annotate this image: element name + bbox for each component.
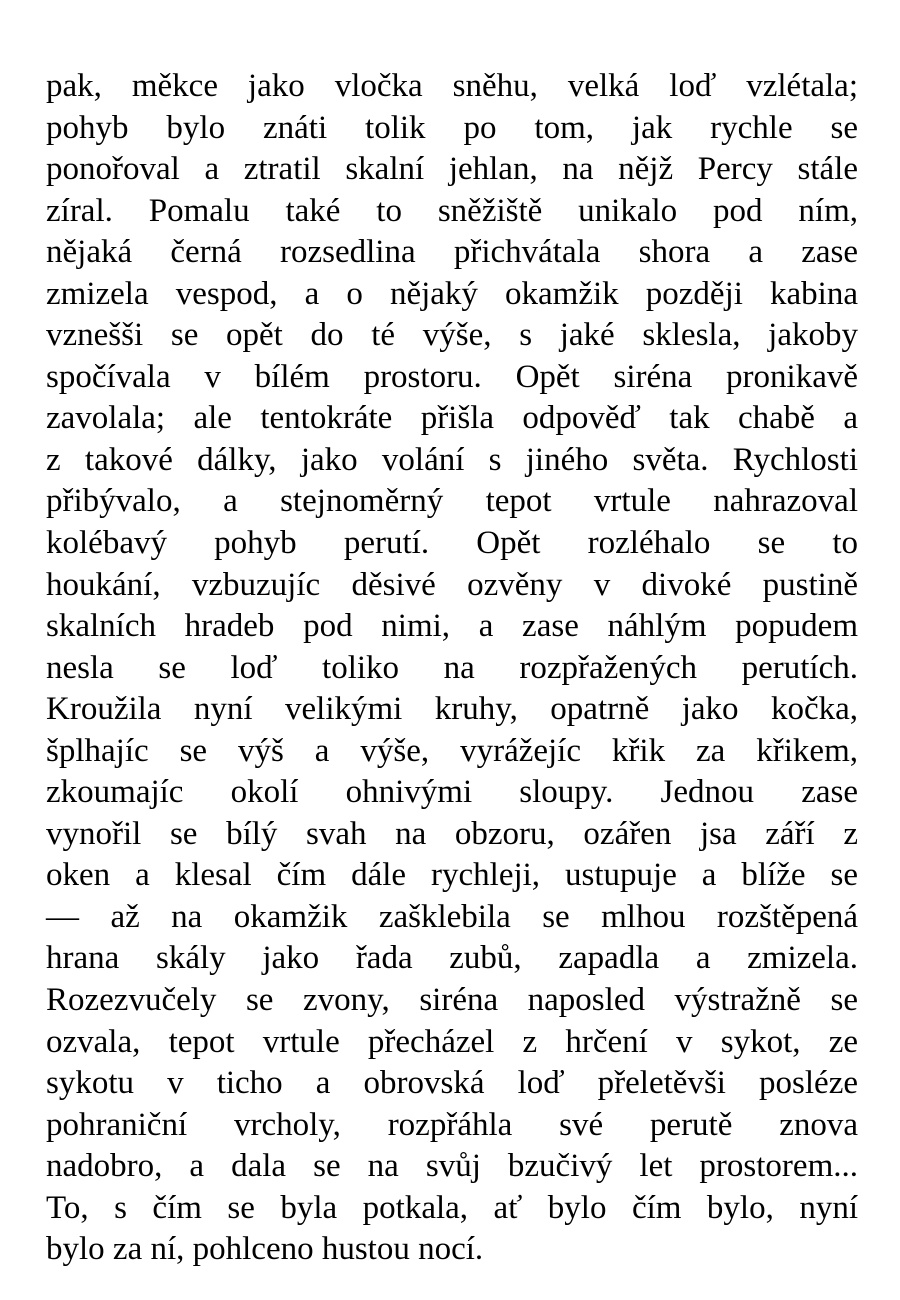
text-line: šplhajíc se výš a výše, vyrážejíc křik za křikem, — [46, 732, 858, 769]
text-line: houkání, vzbuzujíc děsivé ozvěny v divoké pustině — [46, 566, 858, 603]
text-line: ponořoval a ztratil skalní jehlan, na nějž Percy stále — [46, 151, 858, 188]
text-line: nějaká černá rozsedlina přichvátala shora a zase — [46, 234, 858, 271]
text-line: z takové dálky, jako volání s jiného světa. Rychlosti — [46, 441, 858, 478]
text-line: zíral. Pomalu také to sněžiště unikalo pod ním, — [46, 192, 858, 229]
text-line: přibývalo, a stejnoměrný tepot vrtule nahrazoval — [46, 483, 858, 520]
text-line: vznešši se opět do té výše, s jaké sklesla, jakoby — [46, 317, 858, 354]
text-line: Rozezvučely se zvony, siréna naposled výstražně se — [46, 982, 858, 1019]
text-line: skalních hradeb pod nimi, a zase náhlým popudem — [46, 608, 858, 645]
text-line: zkoumajíc okolí ohnivými sloupy. Jednou zase — [46, 774, 858, 811]
text-line: zavolala; ale tentokráte přišla odpověď tak chabě a — [46, 400, 858, 437]
text-line: pohyb bylo znáti tolik po tom, jak rychle se — [46, 109, 858, 146]
text-line: pohraniční vrcholy, rozpřáhla své perutě znova — [46, 1106, 858, 1143]
text-line-last: bylo za ní, pohlceno hustou nocí. — [46, 1231, 484, 1268]
text-line: sykotu v ticho a obrovská loď přeletěvši posléze — [46, 1065, 858, 1102]
text-line: nesla se loď toliko na rozpřažených perutích. — [46, 649, 858, 686]
text-line: Kroužila nyní velikými kruhy, opatrně jako kočka, — [46, 691, 858, 728]
text-line: vynořil se bílý svah na obzoru, ozářen jsa září z — [46, 815, 858, 852]
text-line: spočívala v bílém prostoru. Opět siréna pronikavě — [46, 358, 858, 395]
text-line: oken a klesal čím dále rychleji, ustupuje a blíže se — [46, 857, 858, 894]
text-line: kolébavý pohyb perutí. Opět rozléhalo se to — [46, 525, 858, 562]
text-line: To, s čím se byla potkala, ať bylo čím bylo, nyní — [46, 1189, 858, 1226]
text-line: — až na okamžik zašklebila se mlhou rozštěpená — [46, 898, 858, 935]
text-line: hrana skály jako řada zubů, zapadla a zmizela. — [46, 940, 858, 977]
text-line: ozvala, tepot vrtule přecházel z hrčení v sykot, ze — [46, 1023, 858, 1060]
text-line: zmizela vespod, a o nějaký okamžik později kabina — [46, 275, 858, 312]
text-line: pak, měkce jako vločka sněhu, velká loď vzlétala; — [46, 68, 858, 104]
page-text-body — [46, 66, 858, 1271]
text-line: nadobro, a dala se na svůj bzučivý let prostorem... — [46, 1148, 858, 1185]
